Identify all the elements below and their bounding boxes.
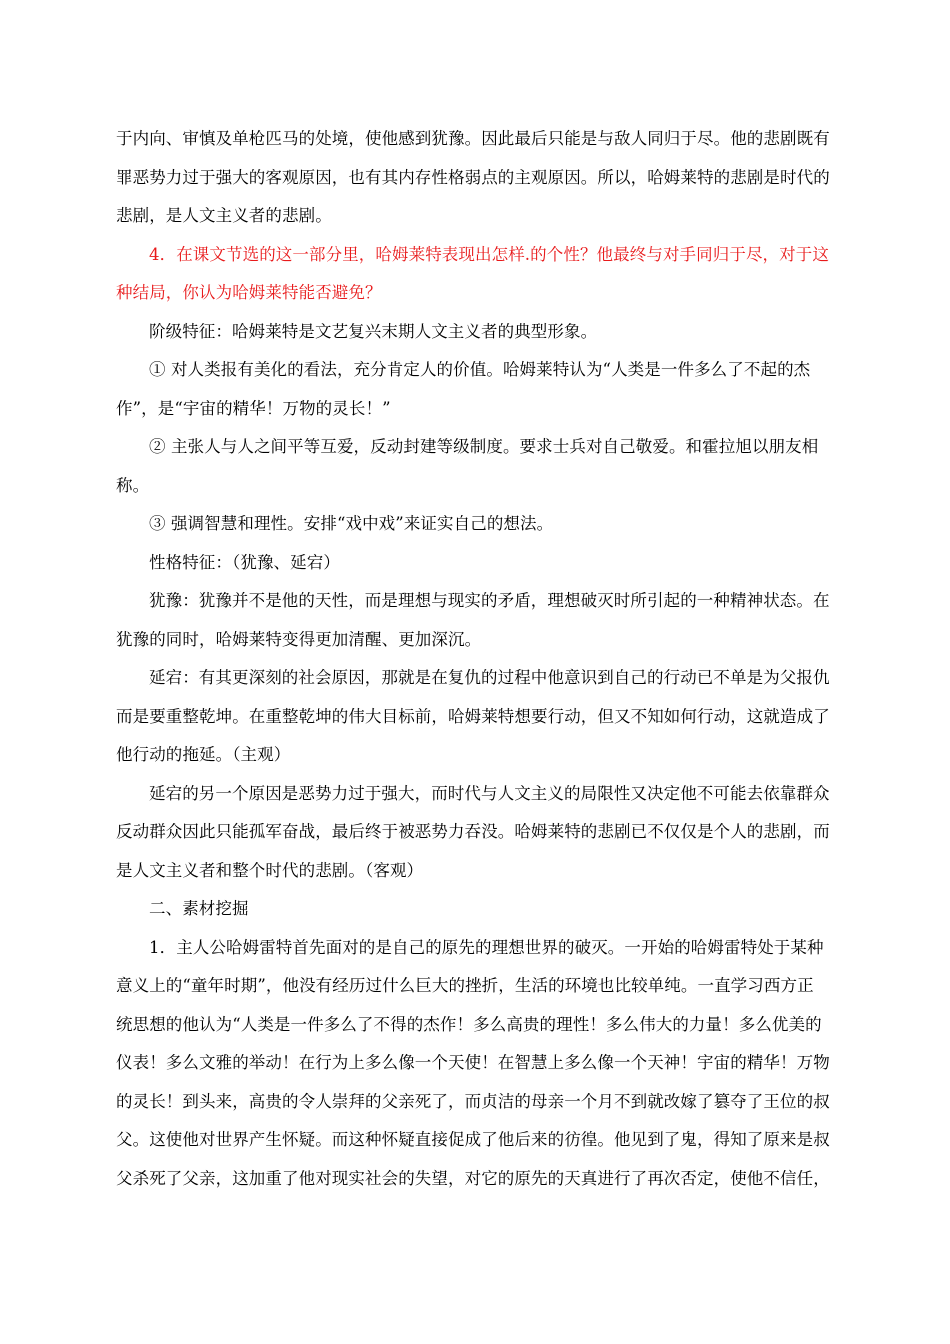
text-line: 犹豫：犹豫并不是他的天性，而是理想与现实的矛盾，理想破灭时所引起的一种精神状态。在 <box>149 591 830 610</box>
text-line: 他行动的拖延。（主观） <box>116 745 291 764</box>
text-line: ② 主张人与人之间平等互爱，反动封建等级制度。要求士兵对自己敬爱。和霍拉旭以朋友相 <box>149 437 819 456</box>
document-page <box>116 120 838 1198</box>
text-line: 罪恶势力过于强大的客观原因，也有其内存性格弱点的主观原因。所以，哈姆莱特的悲剧是时代的 <box>116 167 830 187</box>
text-line: ① 对人类报有美化的看法，充分肯定人的价值。哈姆莱特认为“人类是一件多么了不起的杰 <box>149 360 811 379</box>
text-line: 而是要重整乾坤。在重整乾坤的伟大目标前，哈姆莱特想要行动，但又不知如何行动，这就造成了 <box>116 706 830 726</box>
text-line: 犹豫的同时，哈姆莱特变得更加清醒、更加深沉。 <box>116 629 482 649</box>
text-line: 统思想的他认为“人类是一件多么了不得的杰作！多么高贵的理性！多么伟大的力量！多么优美的 <box>116 1014 822 1034</box>
question-text-line: 种结局，你认为哈姆莱特能否避免？ <box>116 283 382 302</box>
text-line: 延宕：有其更深刻的社会原因，那就是在复仇的过程中他意识到自己的行动已不单是为父报仇 <box>149 668 830 687</box>
text-line: 作”，是“宇宙的精华！万物的灵长！” <box>116 398 391 418</box>
text-line: ③ 强调智慧和理性。安排“戏中戏”来证实自己的想法。 <box>149 514 554 533</box>
question-text-line: 4．在课文节选的这一部分里，哈姆莱特表现出怎样.的个性？他最终与对手同归于尽，对于这 <box>149 244 829 264</box>
text-line: 1．主人公哈姆雷特首先面对的是自己的原先的理想世界的破灭。一开始的哈姆雷特处于某种 <box>149 937 824 957</box>
text-line: 性格特征：（犹豫、延宕） <box>149 552 340 572</box>
text-line: 称。 <box>116 475 150 495</box>
text-line: 意义上的“童年时期”，他没有经历过什么巨大的挫折，生活的环境也比较单纯。一直学习西方正 <box>116 976 814 995</box>
text-line: 的灵长！到头来，高贵的令人崇拜的父亲死了，而贞洁的母亲一个月不到就改嫁了篡夺了王位的叔 <box>116 1091 830 1111</box>
text-line: 延宕的另一个原因是恶势力过于强大，而时代与人文主义的局限性又决定他不可能去依靠群众 <box>149 783 830 803</box>
text-line: 是人文主义者和整个时代的悲剧。（客观） <box>116 860 424 880</box>
text-line: 父杀死了父亲，这加重了他对现实社会的失望，对它的原先的天真进行了再次否定，使他不信任， <box>116 1168 830 1188</box>
text-line: 于内向、审慎及单枪匹马的处境，使他感到犹豫。因此最后只能是与敌人同归于尽。他的悲剧既有 <box>116 129 830 148</box>
text-line: 阶级特征：哈姆莱特是文艺复兴末期人文主义者的典型形象。 <box>149 321 598 341</box>
text-line: 父。这使他对世界产生怀疑。而这种怀疑直接促成了他后来的彷徨。他见到了鬼，得知了原来是叔 <box>116 1130 830 1149</box>
text-line: 悲剧，是人文主义者的悲剧。 <box>116 206 332 225</box>
text-line: 仪表！多么文雅的举动！在行为上多么像一个天使！在智慧上多么像一个天神！宇宙的精华！万物 <box>116 1053 830 1072</box>
text-line: 反动群众因此只能孤军奋战，最后终于被恶势力吞没。哈姆莱特的悲剧已不仅仅是个人的悲剧，而 <box>116 822 830 841</box>
text-line: 二、素材挖掘 <box>149 899 249 918</box>
